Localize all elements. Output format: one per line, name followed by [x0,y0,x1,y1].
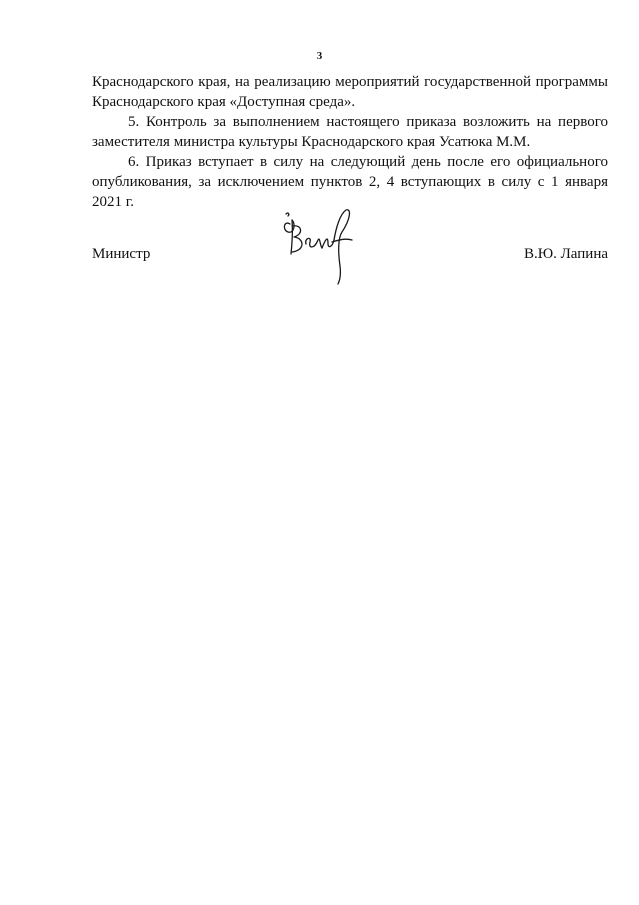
signatory-title: Министр [92,246,151,262]
signature-stroke [306,238,322,248]
signature-stroke [334,210,349,284]
document-body [92,72,608,212]
signature-stroke [291,220,292,254]
handwritten-signature [276,202,360,286]
paragraph-item-5: 5. Контроль за выполнением настоящего приказа возложить на первого заместителя министра культуры Краснодарского края Усатюка М.М. [92,114,608,150]
signatory-name: В.Ю. Лапина [523,246,608,262]
signature-stroke [322,239,334,248]
signature-stroke [332,239,352,242]
paragraph-item-6: 6. Приказ вступает в силу на следующий день после его официального опубликования, за исключением пунктов 2, 4 вступающих в силу с 1 января 2021 г. [92,154,608,210]
signature-stroke [286,213,289,216]
paragraph-continuation: Краснодарского края, на реализацию мероприятий государственной программы Краснодарского края «Доступная среда». [92,74,608,110]
page-number: 3 [316,50,323,62]
